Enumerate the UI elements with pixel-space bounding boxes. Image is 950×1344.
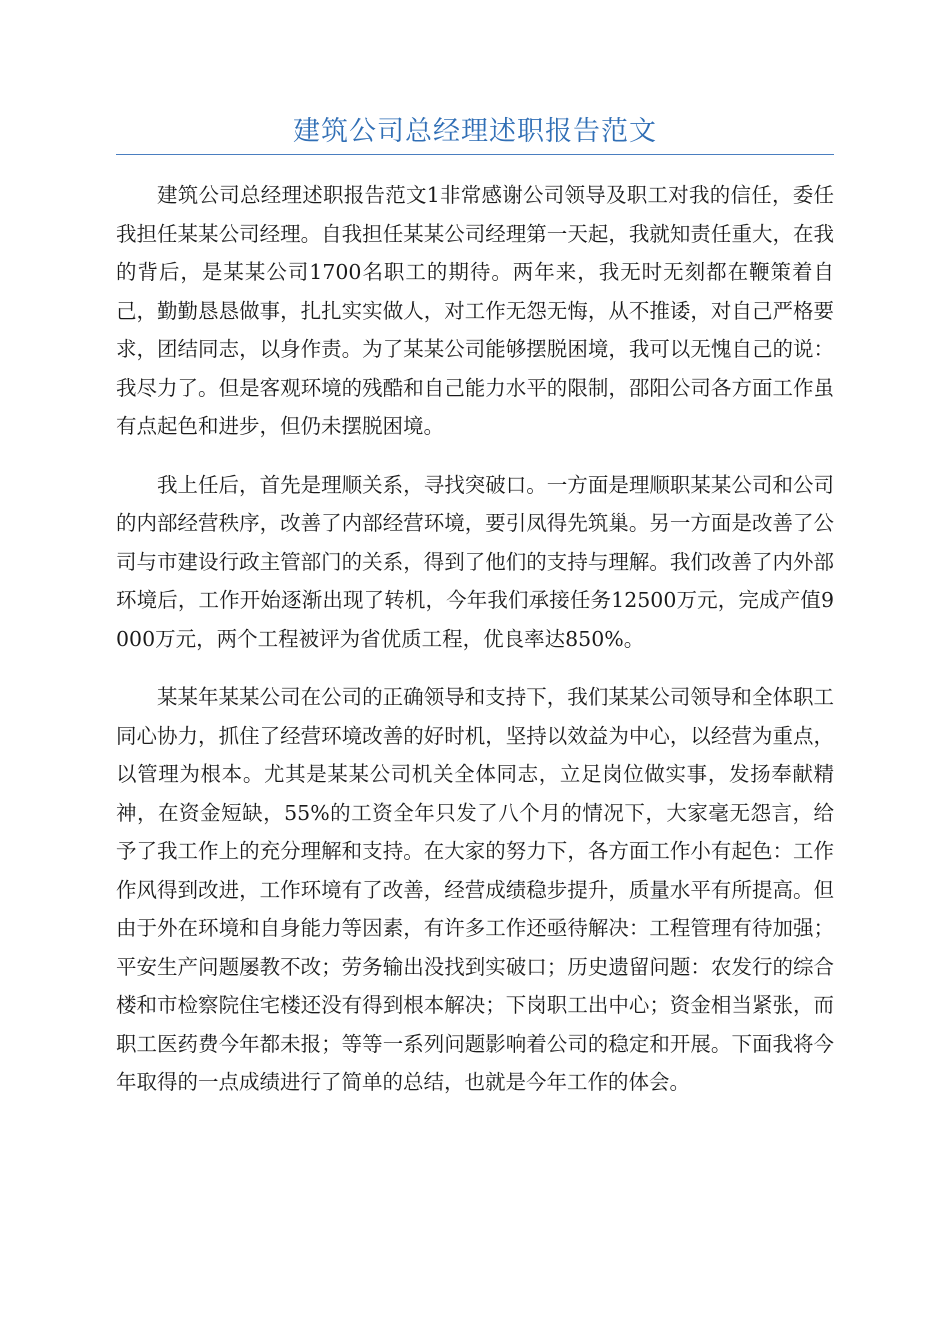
document-body (116, 176, 834, 1122)
body-paragraph-2: 我上任后，首先是理顺关系，寻找突破口。一方面是理顺职某某公司和公司的内部经营秩序，改善了内部经营环境，要引凤得先筑巢。另一方面是改善了公司与市建设行政主管部门的关系，得到了他们的支持与理解。我们改善了内外部环境后，工作开始逐渐出现了转机，今年我们承接任务12500万元，完成产值9000万元，两个工程被评为省优质工程，优良率达850%。 (116, 472, 834, 651)
title-underline-rule (116, 154, 834, 155)
document-title: 建筑公司总经理述职报告范文 (293, 116, 657, 147)
body-paragraph-3: 某某年某某公司在公司的正确领导和支持下，我们某某公司领导和全体职工同心协力，抓住了经营环境改善的好时机，坚持以效益为中心，以经营为重点，以管理为根本。尤其是某某公司机关全体同志，立足岗位做实事，发扬奉献精神，在资金短缺，55%的工资全年只发了八个月的情况下，大家毫无怨言，给予了我工作上的充分理解和支持。在大家的努力下，各方面工作小有起色：工作作风得到改进，工作环境有了改善，经营成绩稳步提升，质量水平有所提高。但由于外在环境和自身能力等因素，有许多工作还亟待解决：工程管理有待加强；平安生产问题屡教不改；劳务输出没找到实破口；历史遗留问题：农发行的综合楼和市检察院住宅楼还没有得到根本解决；下岗职工出中心；资金相当紧张，而职工医药费今年都未报；等等一系列问题影响着公司的稳定和开展。下面我将今年取得的一点成绩进行了简单的总结，也就是今年工作的体会。 (116, 685, 834, 1094)
body-paragraph-1: 建筑公司总经理述职报告范文1非常感谢公司领导及职工对我的信任，委任我担任某某公司经理。自我担任某某公司经理第一天起，我就知责任重大，在我的背后，是某某公司1700名职工的期待。两年来，我无时无刻都在鞭策着自己，勤勤恳恳做事，扎扎实实做人，对工作无怨无悔，从不推诿，对自己严格要求，团结同志，以身作责。为了某某公司能够摆脱困境，我可以无愧自己的说：我尽力了。但是客观环境的残酷和自己能力水平的限制，邵阳公司各方面工作虽有点起色和进步，但仍未摆脱困境。 (116, 183, 834, 438)
